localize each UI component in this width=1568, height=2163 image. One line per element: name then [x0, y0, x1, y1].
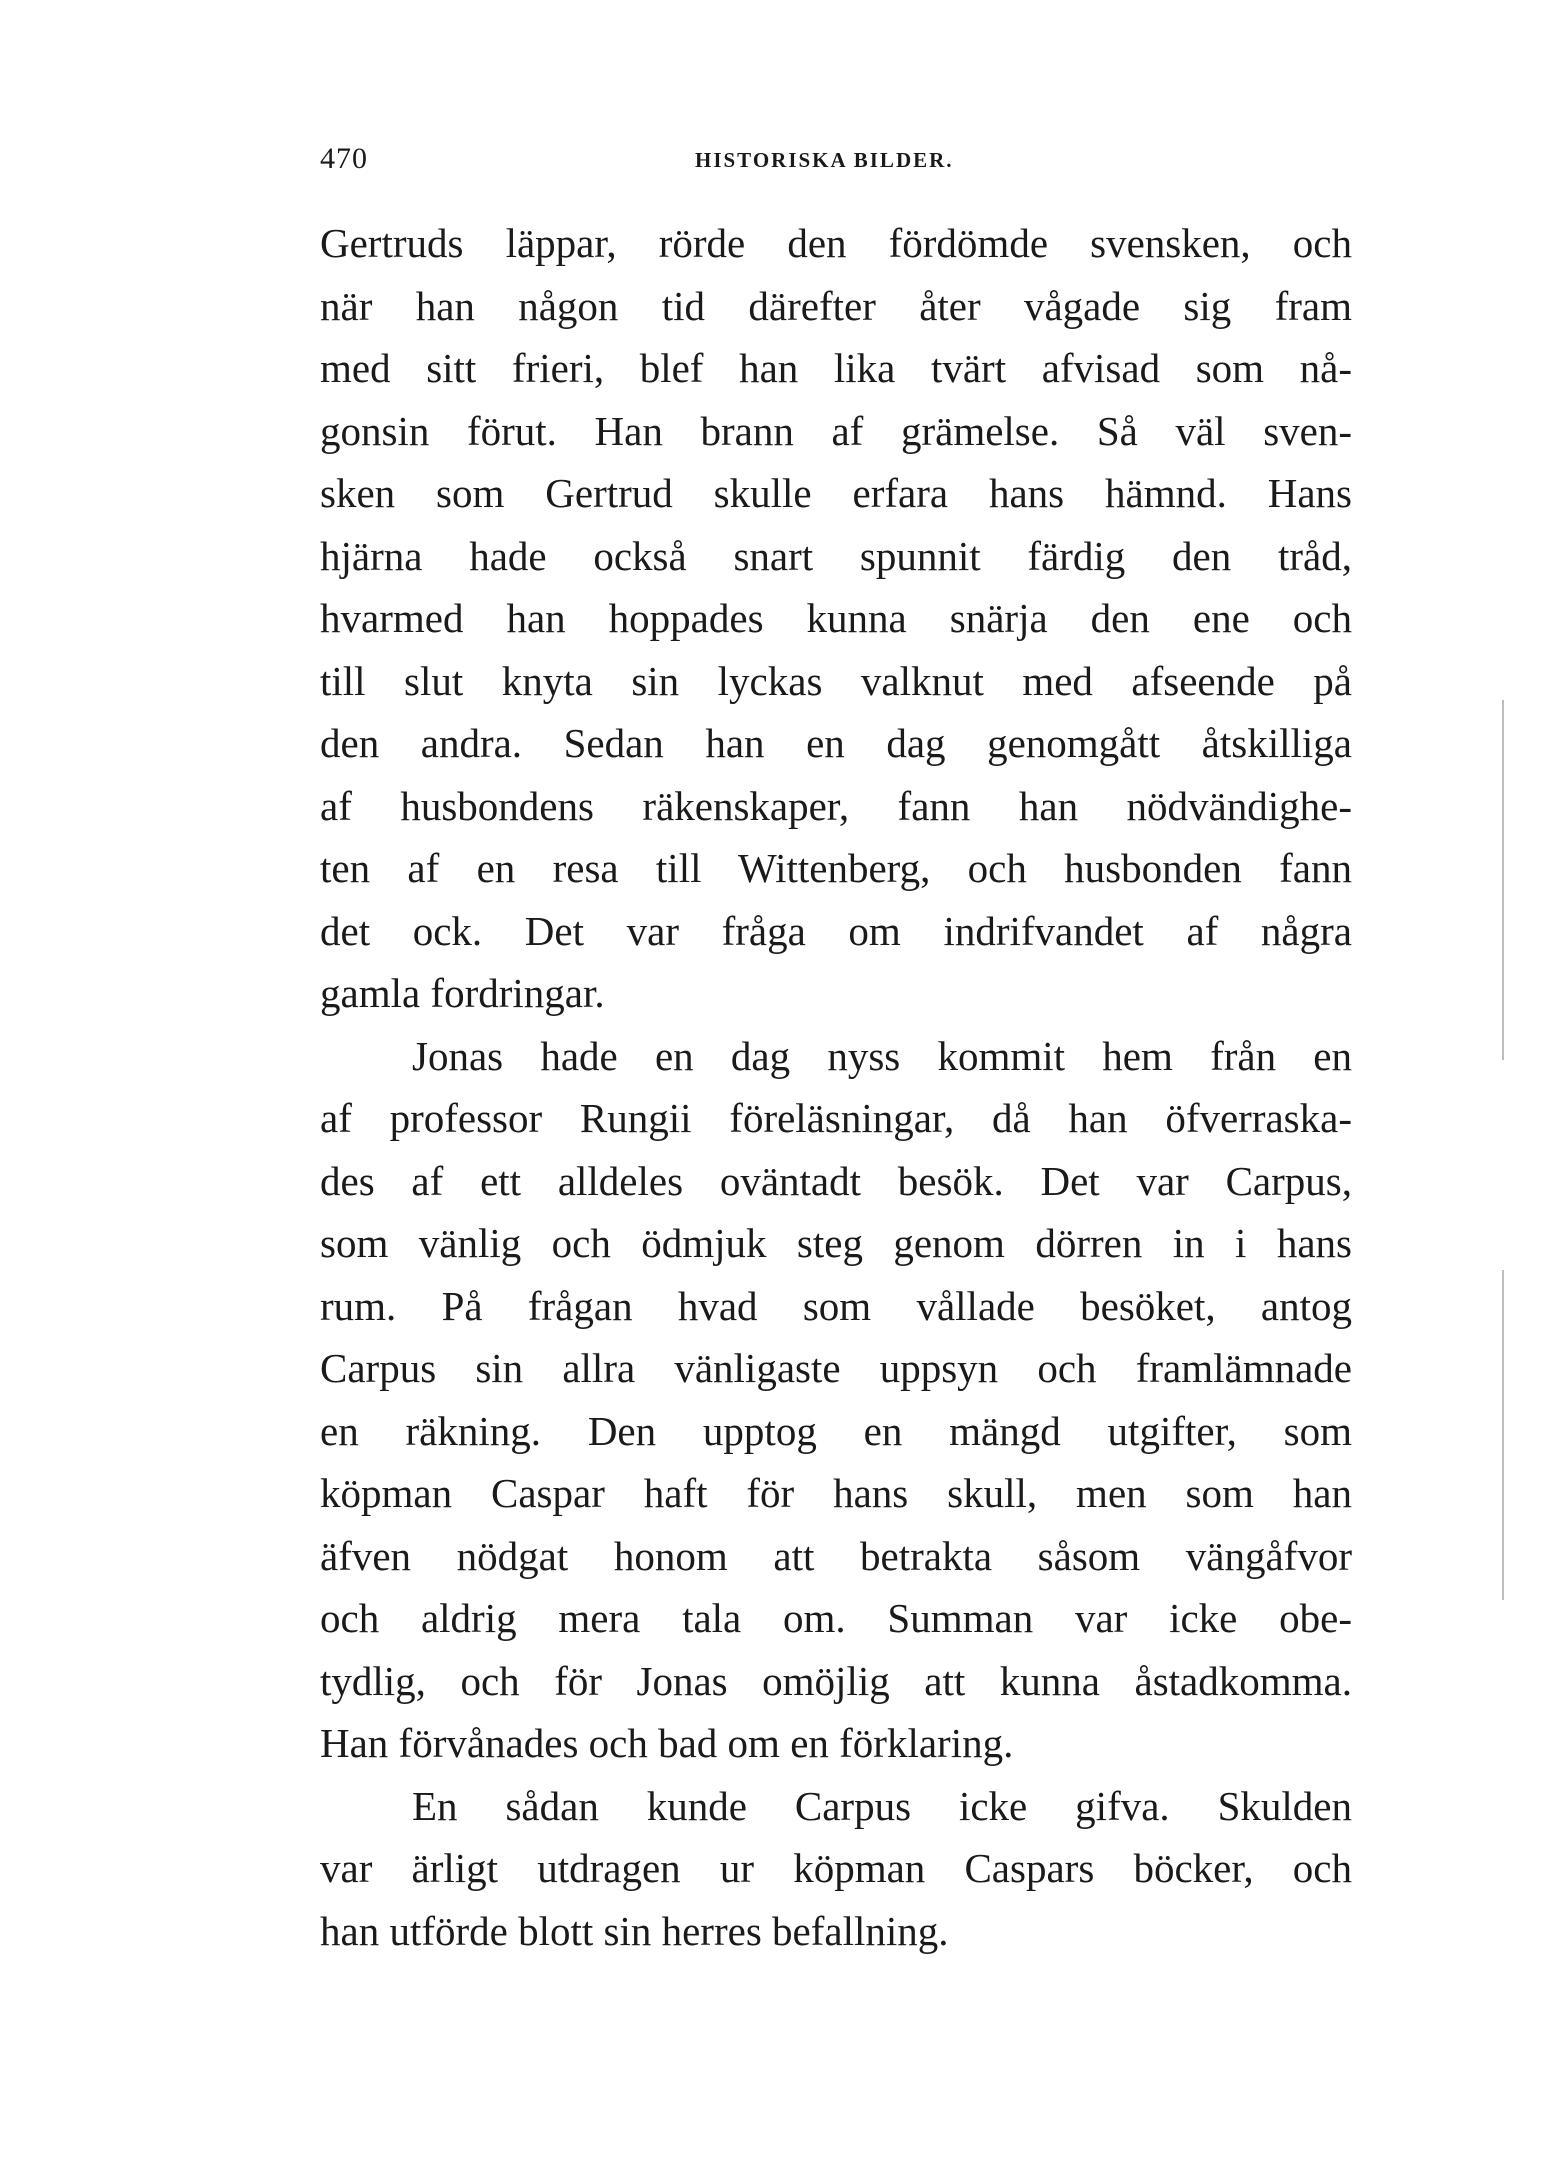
text-line: och aldrig mera tala om. Summan var icke obe-: [320, 1595, 1352, 1641]
body-text: [320, 212, 1352, 1962]
text-line: den andra. Sedan han en dag genomgått åtskilliga: [320, 720, 1352, 766]
text-line: med sitt frieri, blef han lika tvärt afvisad som nå-: [320, 345, 1352, 391]
page-number: 470: [320, 142, 368, 175]
text-line: köpman Caspar haft för hans skull, men som han: [320, 1470, 1352, 1516]
text-line: äfven nödgat honom att betrakta såsom vängåfvor: [320, 1532, 1352, 1579]
text-line: när han någon tid därefter åter vågade sig fram: [320, 282, 1352, 329]
text-line: tydlig, och för Jonas omöjlig att kunna åstadkomma.: [320, 1657, 1352, 1704]
paragraph-1: [320, 212, 1352, 1025]
text-line: han utförde blott sin herres befallning.: [320, 1907, 949, 1954]
text-line: rum. På frågan hvad som vållade besöket, antog: [320, 1282, 1352, 1329]
text-line: det ock. Det var fråga om indrifvandet af några: [320, 907, 1352, 954]
running-head: [320, 142, 1350, 182]
text-line: Han förvånades och bad om en förklaring.: [320, 1720, 1014, 1766]
text-line: hjärna hade också snart spunnit färdig den tråd,: [320, 532, 1352, 579]
scan-margin-mark: [1502, 1270, 1504, 1600]
text-line: Jonas hade en dag nyss kommit hem från en: [412, 1032, 1352, 1079]
text-line: hvarmed han hoppades kunna snärja den ene och: [320, 595, 1352, 641]
paragraph-3: [320, 1775, 1352, 1963]
text-line: Gertruds läppar, rörde den fördömde svensken, och: [320, 220, 1352, 266]
text-line: af professor Rungii föreläsningar, då han öfverraska-: [320, 1095, 1352, 1141]
text-line: till slut knyta sin lyckas valknut med afseende på: [320, 657, 1352, 704]
text-line: gamla fordringar.: [320, 970, 605, 1016]
text-line: gonsin förut. Han brann af grämelse. Så väl sven-: [320, 407, 1352, 454]
text-line: Carpus sin allra vänligaste uppsyn och framlämnade: [320, 1345, 1352, 1391]
paragraph-2: [320, 1025, 1352, 1775]
text-line: sken som Gertrud skulle erfara hans hämnd. Hans: [320, 470, 1352, 516]
text-line: af husbondens räkenskaper, fann han nödvändighe-: [320, 782, 1352, 829]
text-line: som vänlig och ödmjuk steg genom dörren in i hans: [320, 1220, 1352, 1266]
text-line: des af ett alldeles oväntadt besök. Det var Carpus,: [320, 1157, 1352, 1204]
text-line: var ärligt utdragen ur köpman Caspars böcker, och: [320, 1845, 1352, 1891]
running-title: HISTORISKA BILDER.: [695, 148, 954, 172]
scan-margin-mark: [1502, 700, 1504, 1060]
text-line: ten af en resa till Wittenberg, och husbonden fann: [320, 845, 1352, 891]
text-line: en räkning. Den upptog en mängd utgifter, som: [320, 1407, 1352, 1454]
text-line: En sådan kunde Carpus icke gifva. Skulden: [412, 1782, 1352, 1829]
